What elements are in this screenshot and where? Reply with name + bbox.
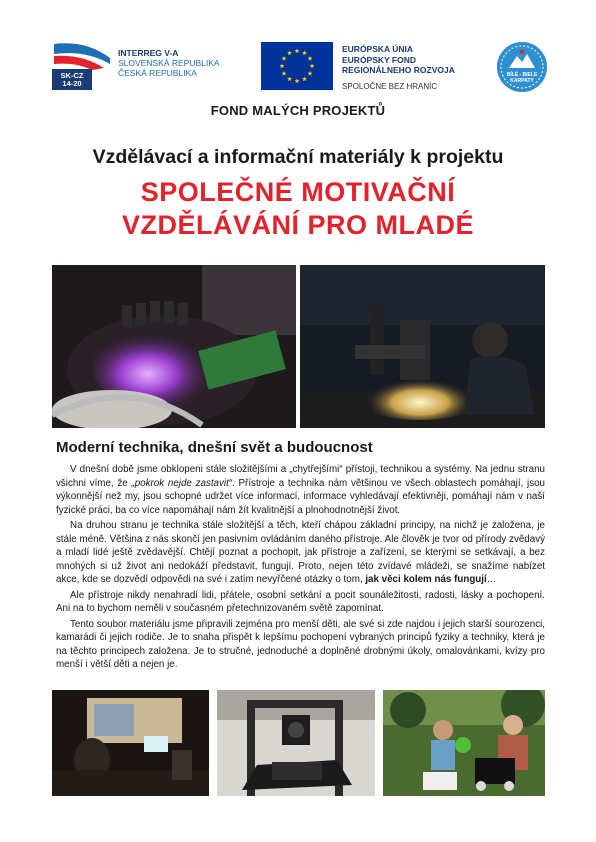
- paragraph-1: [56, 463, 545, 517]
- eu-star-icon: [282, 56, 287, 61]
- p1-text-a: V dnešní době jsme obklopeni stále složitějšími a „chytřejšími“ přístoji, technikou a systémy. Na jednu stranu všichni víme, že: [56, 464, 545, 489]
- eu-star-icon: [295, 48, 300, 53]
- interreg-country-cz: ČESKÁ REPUBLIKA: [118, 68, 197, 78]
- bile-line2: KARPATY: [510, 78, 534, 84]
- eu-fund-text: [342, 44, 492, 92]
- bile-karpaty-mark-icon: [497, 42, 547, 92]
- eu-star-icon: [308, 71, 313, 76]
- interreg-badge-line1: SK-CZ: [60, 71, 84, 80]
- eu-line1: EURÓPSKA ÚNIA: [342, 44, 413, 54]
- paragraph-2: [56, 519, 545, 587]
- eu-star-icon: [302, 76, 307, 81]
- p2-text-a: Na druhou stranu je technika stále složitější a těch, kteří chápou základní principy, na nichž je založena, je stále méně. Většina z nás skončí jen pasivním ovládáním daného přístroje. Ale člověk je tvor od přírody zvědavý a mladí lidé ještě zvědavější. Chtějí poznat a pochopit, jak přístroje a zařízení, se kterými se setkávají, a bez mnohých si už život ani nedokáží představit, fungují. Proto, nejen této zvídavé mládeži, se snažíme nabízet akce, kde se dozvědí odpovědi na své i zatím nevyřčené otázky o tom,: [56, 520, 545, 585]
- eu-flag-icon: [261, 42, 333, 90]
- p1-text-b: . Přístroje a technika nám většinou ve všech oblastech pomáhají, jsou výkonnější než my, jsou schopné udržet více informací, informace vyhledávají efektivněji, pomáhají nám v naší fyzické práci, ba co více napomáhají nám žít kvalitnější a plnohodnotnější život.: [56, 477, 545, 516]
- interreg-country-sk: SLOVENSKÁ REPUBLIKA: [118, 58, 220, 68]
- document-subtitle: Vzdělávací a informační materiály k projektu: [92, 146, 504, 168]
- eu-line2: EURÓPSKY FOND: [342, 54, 416, 65]
- photo-children-outdoor-robot: [383, 690, 545, 796]
- interreg-badge-line2: 14-20: [62, 79, 82, 88]
- eu-star-icon: [302, 50, 307, 55]
- fund-title: FOND MALÝCH PROJEKTŮ: [210, 103, 386, 118]
- photo-3d-printer: [217, 690, 375, 796]
- eu-star-icon: [287, 76, 292, 81]
- eu-star-icon: [295, 78, 300, 83]
- p1-emphasis: „pokrok nejde zastavit“: [131, 477, 233, 489]
- title-line-1: SPOLEČNÉ MOTIVAČNÍ: [140, 177, 456, 207]
- p2-strong: jak věci kolem nás fungují: [365, 574, 487, 585]
- photo-microscope-student: [300, 265, 545, 428]
- title-line-2: VZDĚLÁVÁNÍ PRO MLADÉ: [121, 210, 474, 240]
- bile-karpaty-logo: [497, 42, 547, 92]
- eu-star-icon: [310, 63, 315, 68]
- photo-electronics-circuit: [52, 265, 296, 428]
- eu-star-icon: [308, 56, 313, 61]
- eu-star-icon: [280, 63, 285, 68]
- paragraph-4: Tento soubor materiálu jsme připravili zejména pro menší děti, ale své si zde najdou i jejich starší sourozenci, kamarádi či jejich rodiče. Je to snaha přispět k lepšímu pochopení vybraných principů fyziky a techniky, která je na těchto principech založena. Je to stručné, jednoduché a doplněné drobnými úkoly, omalovánkami, kvízy pro menší i větší děti a nejen je.: [56, 618, 545, 670]
- interreg-logo: [52, 42, 242, 92]
- document-title: [0, 176, 596, 242]
- article-body: [56, 463, 545, 672]
- photo-projection-room: [52, 690, 209, 796]
- eu-star-icon: [282, 71, 287, 76]
- eu-star-icon: [287, 50, 292, 55]
- bile-line1: BÍLÉ - BIELE: [506, 72, 538, 78]
- eu-slogan: SPOLOČNE BEZ HRANÍC: [342, 81, 438, 91]
- eu-line3: REGIONÁLNEHO ROZVOJA: [342, 65, 455, 75]
- p2-text-b: …: [486, 574, 497, 585]
- paragraph-3: Ale přístroje nikdy nenahradí lidi, přátele, osobní setkání a pocit sounáležitosti, radosti, lásky a pochopení. Ani na to bychom neměli v současném přetechnizovaném světě zapomínat.: [56, 589, 545, 614]
- section-heading: Moderní technika, dnešní svět a budoucnost: [56, 439, 373, 456]
- interreg-name: INTERREG V-A: [118, 48, 179, 58]
